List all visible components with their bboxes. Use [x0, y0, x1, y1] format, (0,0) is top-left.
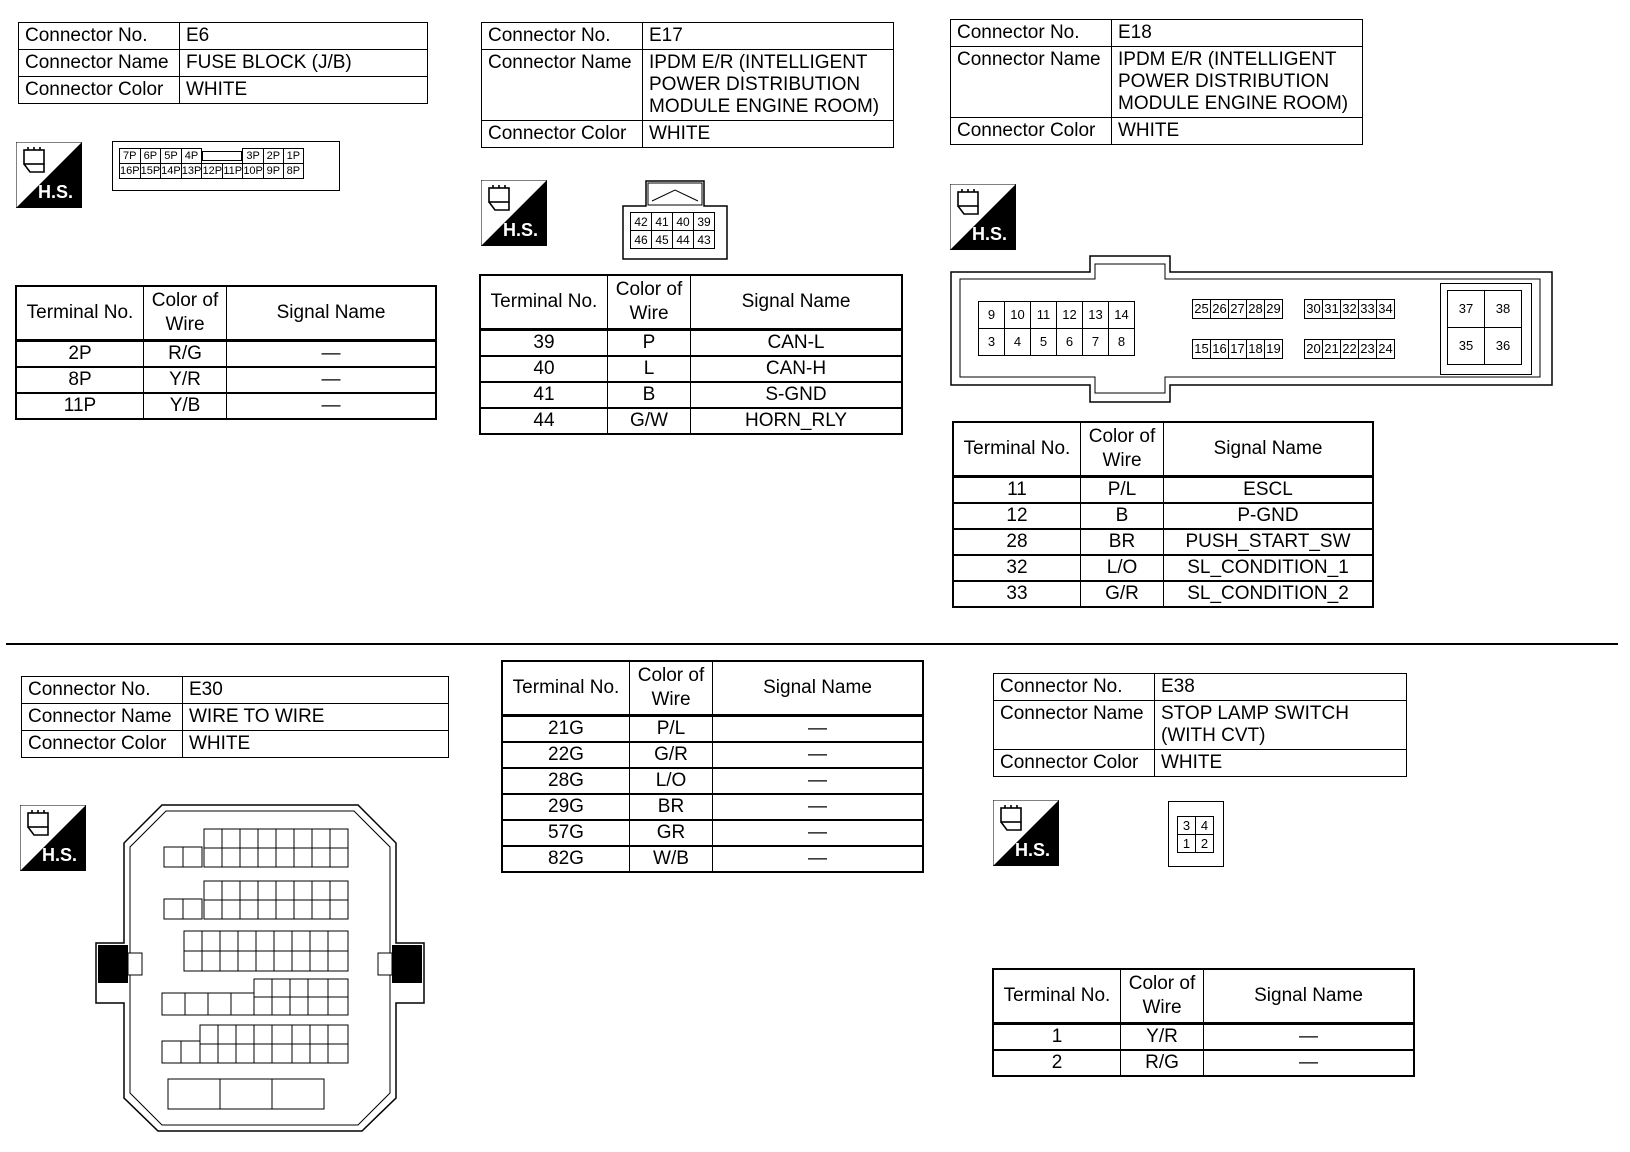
pin: 11P — [223, 165, 243, 177]
pin: 17 — [1229, 340, 1247, 359]
color-header-line1: Color of — [1088, 426, 1156, 447]
signal-header: Signal Name — [1204, 969, 1415, 1024]
e6-connector-face — [112, 141, 340, 191]
pin: 14 — [1109, 302, 1135, 329]
pin: 5P — [161, 149, 182, 164]
connector-name-value — [643, 50, 894, 121]
e18-info-table — [950, 19, 1363, 145]
e38-info-table — [993, 673, 1407, 777]
terminal-cell: 2P — [16, 341, 144, 368]
terminal-cell: 28G — [502, 768, 630, 794]
section-divider — [6, 643, 1618, 645]
pin: 6 — [1057, 329, 1083, 356]
terminal-header: Terminal No. — [480, 275, 608, 330]
pin: 31 — [1323, 300, 1341, 319]
terminal-cell: 2 — [993, 1050, 1121, 1076]
signal-cell: PUSH_START_SW — [1164, 529, 1374, 555]
table-row — [16, 341, 436, 368]
color-header-line1: Color of — [615, 279, 683, 300]
e18-pin-block-d — [1440, 283, 1532, 375]
signal-cell: — — [227, 367, 437, 393]
connector-color-value: WHITE — [180, 77, 428, 104]
color-header-line2: Wire — [651, 689, 691, 710]
terminal-cell: 44 — [480, 408, 608, 434]
table-row — [953, 503, 1373, 529]
signal-cell: — — [1204, 1050, 1415, 1076]
table-row — [16, 393, 436, 419]
connector-color-value: WHITE — [1155, 750, 1407, 777]
e30-info-table — [21, 676, 449, 758]
e17-terminal-table — [479, 274, 903, 435]
terminal-cell: 40 — [480, 356, 608, 382]
color-cell: B — [1081, 503, 1164, 529]
connector-no-value: E30 — [183, 677, 449, 704]
e6-pin-grid — [119, 148, 304, 179]
hs-label: H.S. — [972, 224, 1008, 244]
e17-info-table — [481, 22, 894, 148]
pin: 45 — [652, 231, 673, 249]
pin: 27 — [1229, 300, 1247, 319]
pin: 28 — [1247, 300, 1265, 319]
pin: 29 — [1265, 300, 1283, 319]
table-row — [953, 581, 1373, 607]
e18-pin-grid-b-top — [1192, 299, 1283, 319]
table-row — [953, 529, 1373, 555]
hs-icon — [20, 805, 86, 871]
pin: 10P — [243, 165, 263, 177]
pin: 9P — [263, 164, 283, 179]
pin: 46 — [631, 231, 652, 249]
color-cell: L/O — [1081, 555, 1164, 581]
e18-pin-grid-c-top — [1304, 299, 1395, 319]
color-header — [1121, 969, 1204, 1024]
pin: 3 — [1178, 817, 1196, 835]
terminal-cell: 33 — [953, 581, 1081, 607]
terminal-cell: 57G — [502, 820, 630, 846]
pin: 2 — [1196, 835, 1214, 853]
connector-name-value — [1112, 47, 1363, 118]
color-header-line1: Color of — [1128, 973, 1196, 994]
hs-label: H.S. — [1015, 840, 1051, 860]
terminal-header: Terminal No. — [993, 969, 1121, 1024]
color-cell: G/R — [1081, 581, 1164, 607]
color-cell: R/G — [144, 341, 227, 368]
e6-terminal-table — [15, 285, 437, 420]
connector-color-label: Connector Color — [482, 121, 643, 148]
connector-color-value: WHITE — [643, 121, 894, 148]
name-line: MODULE ENGINE ROOM) — [1118, 93, 1349, 114]
color-cell: G/W — [608, 408, 691, 434]
pin: 24 — [1377, 340, 1395, 359]
pin: 32 — [1341, 300, 1359, 319]
color-cell: P/L — [630, 716, 713, 743]
pin: 25 — [1193, 300, 1211, 319]
table-row — [16, 367, 436, 393]
hs-icon — [16, 142, 82, 208]
signal-cell: — — [227, 341, 437, 368]
e30-terminal-table — [501, 660, 924, 873]
e6-info-table — [18, 22, 428, 104]
pin: 4P — [181, 149, 202, 164]
signal-cell: HORN_RLY — [691, 408, 903, 434]
pin: 13P — [181, 165, 202, 177]
connector-color-label: Connector Color — [994, 750, 1155, 777]
color-header-line2: Wire — [1102, 450, 1142, 471]
color-header-line2: Wire — [1142, 997, 1182, 1018]
pin: 20 — [1305, 340, 1323, 359]
pin: 39 — [694, 213, 715, 231]
pin: 13 — [1083, 302, 1109, 329]
hs-label: H.S. — [38, 182, 74, 202]
signal-cell: S-GND — [691, 382, 903, 408]
connector-no-label: Connector No. — [22, 677, 183, 704]
connector-color-label: Connector Color — [22, 731, 183, 758]
pin: 3P — [243, 149, 264, 164]
table-row — [502, 716, 923, 743]
pin: 10 — [1005, 302, 1031, 329]
pin: 43 — [694, 231, 715, 249]
pin: 22 — [1341, 340, 1359, 359]
e38-connector-face — [1168, 801, 1224, 867]
terminal-cell: 22G — [502, 742, 630, 768]
connector-name-label: Connector Name — [994, 701, 1155, 750]
table-row — [993, 1050, 1414, 1076]
terminal-cell: 11 — [953, 477, 1081, 504]
color-cell: G/R — [630, 742, 713, 768]
color-cell: P — [608, 330, 691, 357]
table-row — [502, 742, 923, 768]
signal-cell: CAN-H — [691, 356, 903, 382]
pin: 1 — [1178, 835, 1196, 853]
hs-icon — [993, 800, 1059, 866]
e18-pin-grid-c-bottom — [1304, 339, 1395, 359]
terminal-cell: 12 — [953, 503, 1081, 529]
connector-color-value: WHITE — [183, 731, 449, 758]
pin: 8P — [283, 164, 303, 179]
pin: 33 — [1359, 300, 1377, 319]
connector-name-value — [1155, 701, 1407, 750]
terminal-cell: 82G — [502, 846, 630, 872]
e18-pin-grid-a — [978, 301, 1135, 356]
hs-icon — [950, 184, 1016, 250]
signal-cell: SL_CONDITION_2 — [1164, 581, 1374, 607]
pin: 41 — [652, 213, 673, 231]
pin: 34 — [1377, 300, 1395, 319]
terminal-cell: 21G — [502, 716, 630, 743]
color-cell: GR — [630, 820, 713, 846]
signal-cell: CAN-L — [691, 330, 903, 357]
signal-cell: P-GND — [1164, 503, 1374, 529]
pin: 44 — [673, 231, 694, 249]
table-row — [480, 356, 902, 382]
color-cell: BR — [630, 794, 713, 820]
table-row — [953, 555, 1373, 581]
hs-label: H.S. — [42, 845, 78, 865]
pin: 1P — [283, 149, 303, 164]
terminal-cell: 39 — [480, 330, 608, 357]
pin: 12P — [202, 165, 223, 177]
e17-pin-grid — [630, 212, 715, 249]
pin: 6P — [140, 149, 161, 164]
connector-no-label: Connector No. — [482, 23, 643, 50]
key-slot — [202, 149, 243, 164]
pin: 37 — [1448, 291, 1485, 328]
color-header — [1081, 422, 1164, 477]
signal-cell: — — [1204, 1024, 1415, 1051]
pin: 36 — [1485, 328, 1522, 365]
pin: 2P — [263, 149, 283, 164]
connector-name-value: FUSE BLOCK (J/B) — [180, 50, 428, 77]
signal-cell: SL_CONDITION_1 — [1164, 555, 1374, 581]
signal-cell: — — [713, 846, 924, 872]
name-line: POWER DISTRIBUTION — [1118, 71, 1330, 92]
table-row — [993, 1024, 1414, 1051]
pin: 30 — [1305, 300, 1323, 319]
hs-icon — [481, 180, 547, 246]
color-header-line1: Color of — [151, 290, 219, 311]
color-header-line2: Wire — [629, 303, 669, 324]
e18-pin-grid-d — [1447, 290, 1522, 365]
pin: 26 — [1211, 300, 1229, 319]
pin: 19 — [1265, 340, 1283, 359]
pin: 5 — [1031, 329, 1057, 356]
name-line: MODULE ENGINE ROOM) — [649, 96, 880, 117]
table-row — [953, 477, 1373, 504]
color-header — [630, 661, 713, 716]
terminal-cell: 41 — [480, 382, 608, 408]
color-cell: R/G — [1121, 1050, 1204, 1076]
color-header — [608, 275, 691, 330]
signal-cell: — — [713, 820, 924, 846]
pin: 35 — [1448, 328, 1485, 365]
pin: 7P — [120, 149, 141, 164]
color-cell: W/B — [630, 846, 713, 872]
name-line: (WITH CVT) — [1161, 725, 1266, 746]
connector-no-label: Connector No. — [19, 23, 180, 50]
signal-header: Signal Name — [691, 275, 903, 330]
pin: 15 — [1193, 340, 1211, 359]
terminal-cell: 29G — [502, 794, 630, 820]
table-row — [480, 382, 902, 408]
signal-header: Signal Name — [713, 661, 924, 716]
color-header-line2: Wire — [165, 314, 205, 335]
color-cell: Y/R — [144, 367, 227, 393]
signal-cell: — — [713, 716, 924, 743]
pin: 18 — [1247, 340, 1265, 359]
terminal-cell: 32 — [953, 555, 1081, 581]
terminal-header: Terminal No. — [16, 286, 144, 341]
e18-connector-face — [950, 255, 1556, 405]
e38-pin-grid — [1177, 816, 1214, 853]
e17-connector-face — [622, 180, 728, 260]
pin: 23 — [1359, 340, 1377, 359]
connector-name-value: WIRE TO WIRE — [183, 704, 449, 731]
pin: 8 — [1109, 329, 1135, 356]
name-line: IPDM E/R (INTELLIGENT — [649, 52, 868, 73]
pin: 42 — [631, 213, 652, 231]
pin: 38 — [1485, 291, 1522, 328]
color-cell: B — [608, 382, 691, 408]
pin: 12 — [1057, 302, 1083, 329]
pin: 40 — [673, 213, 694, 231]
hs-label: H.S. — [503, 220, 539, 240]
pin: 7 — [1083, 329, 1109, 356]
color-cell: BR — [1081, 529, 1164, 555]
signal-cell: — — [713, 742, 924, 768]
signal-cell: — — [713, 768, 924, 794]
pin: 9 — [979, 302, 1005, 329]
color-header-line1: Color of — [637, 665, 705, 686]
signal-cell: ESCL — [1164, 477, 1374, 504]
table-row — [502, 768, 923, 794]
signal-cell: — — [227, 393, 437, 419]
color-cell: L/O — [630, 768, 713, 794]
name-line: POWER DISTRIBUTION — [649, 74, 861, 95]
e30-connector-face — [92, 803, 428, 1133]
terminal-header: Terminal No. — [953, 422, 1081, 477]
color-cell: P/L — [1081, 477, 1164, 504]
name-line: IPDM E/R (INTELLIGENT — [1118, 49, 1337, 70]
connector-name-label: Connector Name — [19, 50, 180, 77]
table-row — [480, 330, 902, 357]
pin: 4 — [1196, 817, 1214, 835]
table-row — [502, 820, 923, 846]
connector-no-label: Connector No. — [994, 674, 1155, 701]
connector-name-label: Connector Name — [951, 47, 1112, 118]
connector-no-value: E6 — [180, 23, 428, 50]
terminal-cell: 8P — [16, 367, 144, 393]
pin: 21 — [1323, 340, 1341, 359]
signal-header: Signal Name — [1164, 422, 1374, 477]
pin: 3 — [979, 329, 1005, 356]
connector-no-value: E17 — [643, 23, 894, 50]
connector-no-value: E38 — [1155, 674, 1407, 701]
connector-name-label: Connector Name — [482, 50, 643, 121]
e38-terminal-table — [992, 968, 1415, 1077]
connector-name-label: Connector Name — [22, 704, 183, 731]
signal-header: Signal Name — [227, 286, 437, 341]
pin: 16 — [1211, 340, 1229, 359]
e30-housing-outline — [92, 803, 428, 1133]
connector-color-label: Connector Color — [951, 118, 1112, 145]
table-row — [480, 408, 902, 434]
pin: 16P — [120, 165, 140, 177]
pin: 14P — [161, 165, 181, 177]
pin: 11 — [1031, 302, 1057, 329]
e18-pin-grid-b-bottom — [1192, 339, 1283, 359]
connector-no-value: E18 — [1112, 20, 1363, 47]
terminal-cell: 1 — [993, 1024, 1121, 1051]
name-line: STOP LAMP SWITCH — [1161, 703, 1349, 724]
connector-color-value: WHITE — [1112, 118, 1363, 145]
signal-cell: — — [713, 794, 924, 820]
connector-color-label: Connector Color — [19, 77, 180, 104]
e18-terminal-table — [952, 421, 1374, 608]
color-cell: L — [608, 356, 691, 382]
color-cell: Y/B — [144, 393, 227, 419]
terminal-header: Terminal No. — [502, 661, 630, 716]
table-row — [502, 846, 923, 872]
connector-no-label: Connector No. — [951, 20, 1112, 47]
color-header — [144, 286, 227, 341]
terminal-cell: 28 — [953, 529, 1081, 555]
table-row — [502, 794, 923, 820]
color-cell: Y/R — [1121, 1024, 1204, 1051]
pin: 4 — [1005, 329, 1031, 356]
pin: 15P — [140, 165, 161, 177]
terminal-cell: 11P — [16, 393, 144, 419]
